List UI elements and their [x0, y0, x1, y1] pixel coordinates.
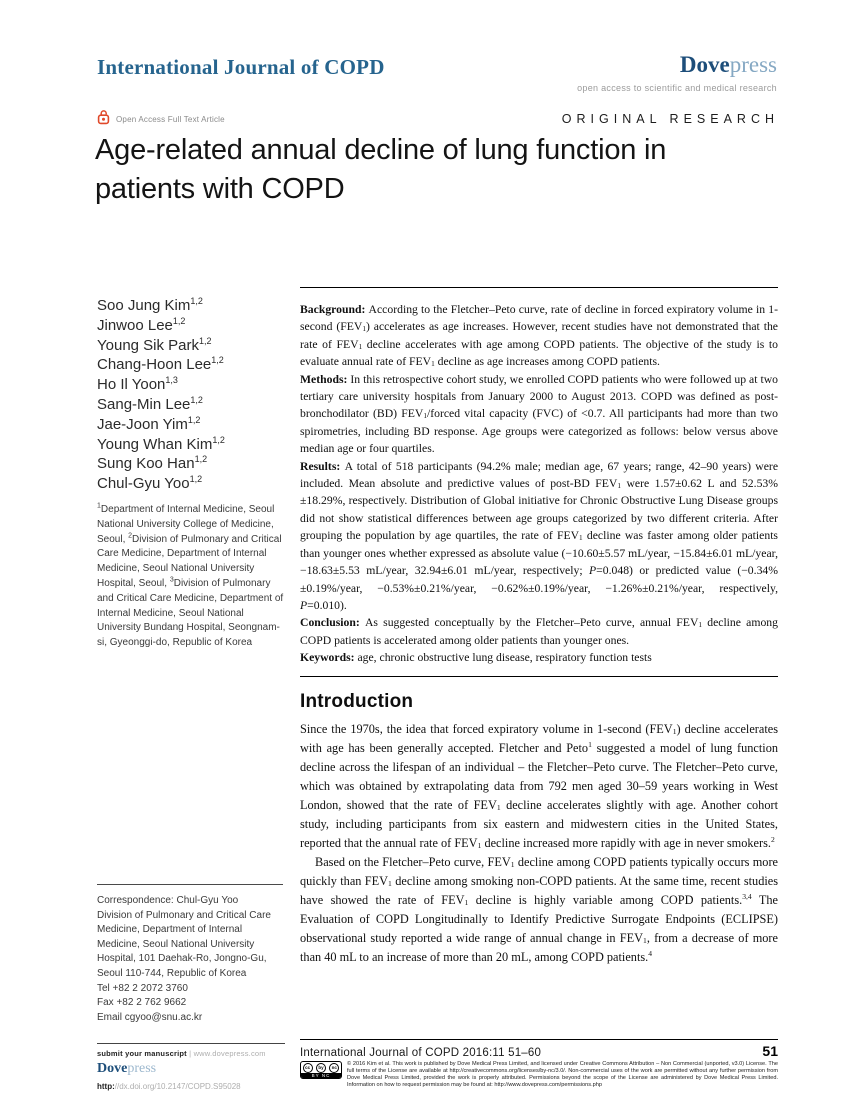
cc-badge-icons	[301, 1062, 341, 1073]
correspondence-tel: Tel +82 2 2072 3760	[97, 982, 188, 994]
correspondence-name: Correspondence: Chul-Gyu Yoo	[97, 895, 239, 906]
abstract-keywords: Keywords: age, chronic obstructive lung disease, respiratory function tests	[300, 651, 652, 665]
author: Chul-Gyu Yoo$^{1,2}$	[97, 474, 203, 493]
author: Jae-Joon Yim$^{1,2}$	[97, 414, 201, 433]
author: Young Whan Kim$^{1,2}$	[97, 434, 225, 453]
introduction-paragraph-2: Based on the Fletcher–Peto curve, $FEV_1$ decline among COPD patients typically occurs more quickly than $FEV_1$ decline among smoking non-COPD patients. At the same time, recent studies have showed the rate of $FEV_1$ decline is highly variable among COPD patients.$^{3,4}$ The Evaluation of COPD Longitudinally to Identify Predictive Surrogate Endpoints (ECLIPSE) observational study reported a wide range of annual change in $FEV_1$, from a decrease of more than 40 mL to an increase of more than 20 mL, among COPD patients.$^4$	[300, 854, 779, 964]
author: Jinwoo Lee$^{1,2}$	[97, 315, 186, 334]
footer-left	[97, 1043, 285, 1091]
footer-right	[300, 1039, 778, 1089]
citation-row	[300, 1043, 778, 1059]
affiliations: $^1$Department of Internal Medicine, Seoul National University College of Medicine, Seoul, $^2$Division of Pulmonary and Critical Care Medicine, Department of Internal Medicine, Seoul National University Hospital, Seoul, $^3$Division of Pulmonary and Critical Care Medicine, Department of Internal Medicine, Seoul National University Bundang Hospital, Seongnam-si, Gyeonggi-do, Republic of Korea	[97, 502, 284, 649]
correspondence-block	[97, 884, 283, 1025]
main-column	[300, 287, 778, 967]
author: Ho Il Yoon$^{1,3}$	[97, 375, 178, 394]
correspondence-address: Division of Pulmonary and Critical Care Medicine, Department of Internal Medicine, Seoul National University Hospital, 101 Daehak-Ro, Jongno-Gu, Seoul 110-744, Republic of Korea	[97, 909, 271, 979]
license-text: © 2016 Kim et al. This work is published by Dove Medical Press Limited, and licensed under Creative Commons Attribution – Non Commercial (unported, v3.0) License. The full terms of the License are available at http://creativecommons.org/licenses/by-nc/3.0/. Non-commercial uses of the work are permitted without any further permission from Dove Medical Press Limited, provided the work is properly attributed. Permissions beyond the scope of the License are administered by Dove Medical Press Limited. Information on how to request permission may be found at: http://www.dovepress.com/permissions.php	[347, 1061, 778, 1089]
open-access-label[interactable]: Open Access Full Text Article	[116, 115, 225, 124]
dovepress-logo-press: press	[729, 52, 777, 77]
abstract	[300, 288, 778, 667]
cc-nc-icon: nc	[329, 1063, 339, 1073]
creative-commons-badge-icon	[300, 1061, 342, 1079]
dovepress-logo-dove: Dove	[679, 52, 730, 77]
dovepress-footer-logo	[97, 1061, 285, 1077]
dovepress-footer-dove: Dove	[97, 1061, 128, 1076]
cc-by-icon: by	[316, 1063, 326, 1073]
author-list	[97, 296, 225, 494]
author: Young Sik Park$^{1,2}$	[97, 335, 212, 354]
correspondence-email[interactable]: Email cgyoo@snu.ac.kr	[97, 1011, 203, 1023]
open-access-row[interactable]	[97, 109, 225, 130]
abstract-conclusion: Conclusion: As suggested conceptually by the Fletcher–Peto curve, annual $FEV_1$ decline among COPD patients is accelerated among older patients than younger ones.	[300, 616, 778, 647]
abstract-background: Background: According to the Fletcher–Peto curve, rate of decline in forced expiratory volume in 1-second $(FEV_1)$ accelerates as age increases. However, recent studies have not demonstrated that the rate of $FEV_1$ decline accelerates with age among COPD patients. The objective of the study is to evaluate annual rate of $FEV_1$ decline as age increases among COPD patients.	[300, 303, 778, 369]
journal-citation: International Journal of COPD 2016:11 51–60	[300, 1047, 542, 1059]
abstract-results: Results: A total of 518 participants (94.2% male; median age, 67 years; range, 42–90 years) were included. Mean absolute and predictive values of post-BD $FEV_1$ were 1.57±0.62 L and 52.53%±18.29%, respectively. Distribution of Global initiative for Chronic Obstructive Lung Disease groups did not show statistical differences between age groups categorized by two different criteria. After grouping the population by age quartiles, the rate of $FEV_1$ decline was faster among older patients than younger ones whether expressed as absolute value (−10.60±5.57 mL/year, −15.84±6.01 mL/year, −18.63±5.53 mL/year, 32.94±6.01 mL/year, respectively; P=0.048) or predicted value (−0.34%±0.19%/year, −0.53%±0.21%/year, −0.62%±0.19%/year, −1.26%±0.21%/year, respectively, P=0.010).	[300, 459, 779, 612]
author: Chang-Hoon Lee$^{1,2}$	[97, 355, 224, 374]
doi-link[interactable]: http://dx.doi.org/10.2147/COPD.S95028	[97, 1082, 241, 1091]
cc-icon: cc	[303, 1063, 313, 1073]
cc-badge-strip: BY NC	[301, 1073, 341, 1078]
article-type-label: ORIGINAL RESEARCH	[561, 112, 779, 126]
submit-manuscript-link[interactable]: submit your manuscript | www.dovepress.com	[97, 1049, 266, 1058]
correspondence-fax: Fax +82 2 762 9662	[97, 997, 187, 1009]
abstract-methods: Methods: In this retrospective cohort study, we enrolled COPD patients who were followed up at two tertiary care university hospitals from January 2000 to August 2013. COPD was defined as post-bronchodilator (BD) $FEV_1$/forced vital capacity (FVC) of <0.7. All participants had more than two spirometries, including BD response. Age groups were categorized as follows: below versus above median age or four quartiles.	[300, 372, 779, 456]
introduction-paragraph-1: Since the 1970s, the idea that forced expiratory volume in 1-second $(FEV_1)$ decline accelerates with age has been generally accepted. Fletcher and Peto$^1$ suggested a model of lung function decline across the lifespan of an individual – the Fletcher–Peto curve. The Fletcher–Peto curve, which was obtained by extrapolating data from 792 men aged 30–59 years working in West London, showed that the rate of $FEV_1$ decline accelerates slightly with age. Another cohort study, including participants from six eastern and midwestern cities in the United States, reported that the annual rate of $FEV_1$ decline increased more rapidly with age in never smokers.$^2$	[300, 721, 779, 850]
dovepress-logo	[680, 52, 777, 78]
page-number: 51	[762, 1043, 778, 1059]
dovepress-footer-press: press	[127, 1061, 157, 1076]
article-title: Age-related annual decline of lung function in patients with COPD	[95, 134, 667, 205]
license-row	[300, 1061, 778, 1089]
journal-tagline: open access to scientific and medical research	[577, 83, 777, 93]
journal-title: International Journal of COPD	[97, 55, 385, 79]
author: Sung Koo Han$^{1,2}$	[97, 454, 208, 473]
author: Soo Jung Kim$^{1,2}$	[97, 296, 203, 314]
abstract-bottom-rule	[300, 676, 778, 677]
author: Sang-Min Lee$^{1,2}$	[97, 394, 203, 413]
open-access-icon	[97, 109, 110, 130]
introduction-heading: Introduction	[300, 690, 414, 712]
